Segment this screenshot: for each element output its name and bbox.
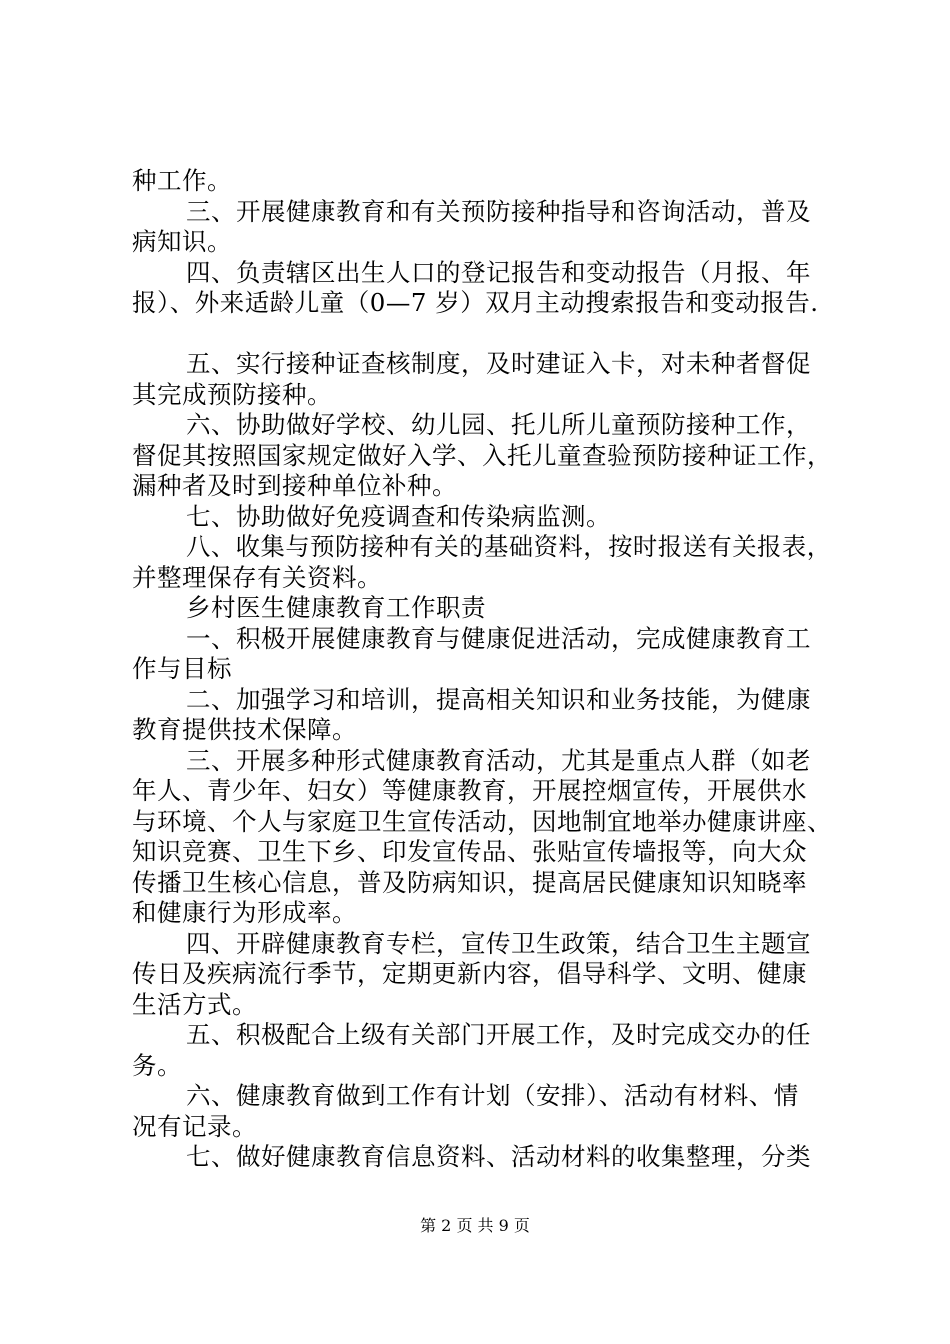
- text-line: 务。: [132, 1050, 182, 1080]
- text-line: 传播卫生核心信息，普及防病知识，提高居民健康知识知晓率: [132, 867, 807, 897]
- text-line: 与环境、个人与家庭卫生宣传活动，因地制宜地举办健康讲座、: [132, 806, 832, 836]
- text-line: 四、开辟健康教育专栏，宣传卫生政策，结合卫生主题宣: [186, 928, 811, 958]
- text-line: 二、加强学习和培训，提高相关知识和业务技能，为健康: [186, 684, 811, 714]
- blank-line: [132, 319, 832, 350]
- text-line: 督促其按照国家规定做好入学、入托儿童查验预防接种证工作，: [132, 440, 832, 470]
- text-line: 年人、青少年、妇女）等健康教育，开展控烟宣传，开展供水: [132, 776, 807, 805]
- text-line: 乡村医生健康教育工作职责: [186, 593, 486, 622]
- text-line: 况有记录。: [132, 1111, 257, 1141]
- text-line: 一、积极开展健康教育与健康促进活动，完成健康教育工: [186, 623, 811, 653]
- text-line: 三、开展多种形式健康教育活动，尤其是重点人群（如老: [186, 745, 811, 775]
- text-line: 其完成预防接种。: [132, 379, 332, 409]
- text-line: 六、健康教育做到工作有计划（安排）、活动有材料、情: [186, 1081, 799, 1110]
- text-line: 七、做好健康教育信息资料、活动材料的收集整理，分类: [186, 1142, 811, 1171]
- text-line: 并整理保存有关资料。: [132, 562, 382, 592]
- text-line: 三、开展健康教育和有关预防接种指导和咨询活动，普及: [186, 196, 811, 226]
- text-line: 漏种者及时到接种单位补种。: [132, 471, 457, 500]
- text-line: 七、协助做好免疫调查和传染病监测。: [186, 501, 611, 531]
- page-footer: 第 2 页 共 9 页: [420, 1216, 530, 1235]
- text-line: 八、收集与预防接种有关的基础资料，按时报送有关报表，: [186, 532, 832, 561]
- text-line: 作与目标: [132, 654, 232, 683]
- text-line: 教育提供技术保障。: [132, 715, 357, 744]
- text-line: 五、实行接种证查核制度，及时建证入卡，对未种者督促: [186, 349, 811, 378]
- text-line: 六、协助做好学校、幼儿园、托儿所儿童预防接种工作，: [186, 410, 811, 439]
- text-line: 五、积极配合上级有关部门开展工作，及时完成交办的任: [186, 1020, 811, 1049]
- text-line: 四、负责辖区出生人口的登记报告和变动报告（月报、年: [186, 257, 811, 287]
- text-line: 知识竞赛、卫生下乡、印发宣传品、张贴宣传墙报等，向大众: [132, 837, 807, 866]
- text-line: 报）、外来适龄儿童（0—7 岁）双月主动搜索报告和变动报告.: [132, 288, 819, 317]
- text-line: 种工作。: [132, 166, 232, 195]
- text-line: 生活方式。: [132, 989, 257, 1019]
- text-line: 传日及疾病流行季节，定期更新内容，倡导科学、文明、健康: [132, 959, 807, 988]
- text-line: 病知识。: [132, 227, 232, 256]
- text-line: 和健康行为形成率。: [132, 898, 357, 927]
- document-body: [132, 166, 832, 1173]
